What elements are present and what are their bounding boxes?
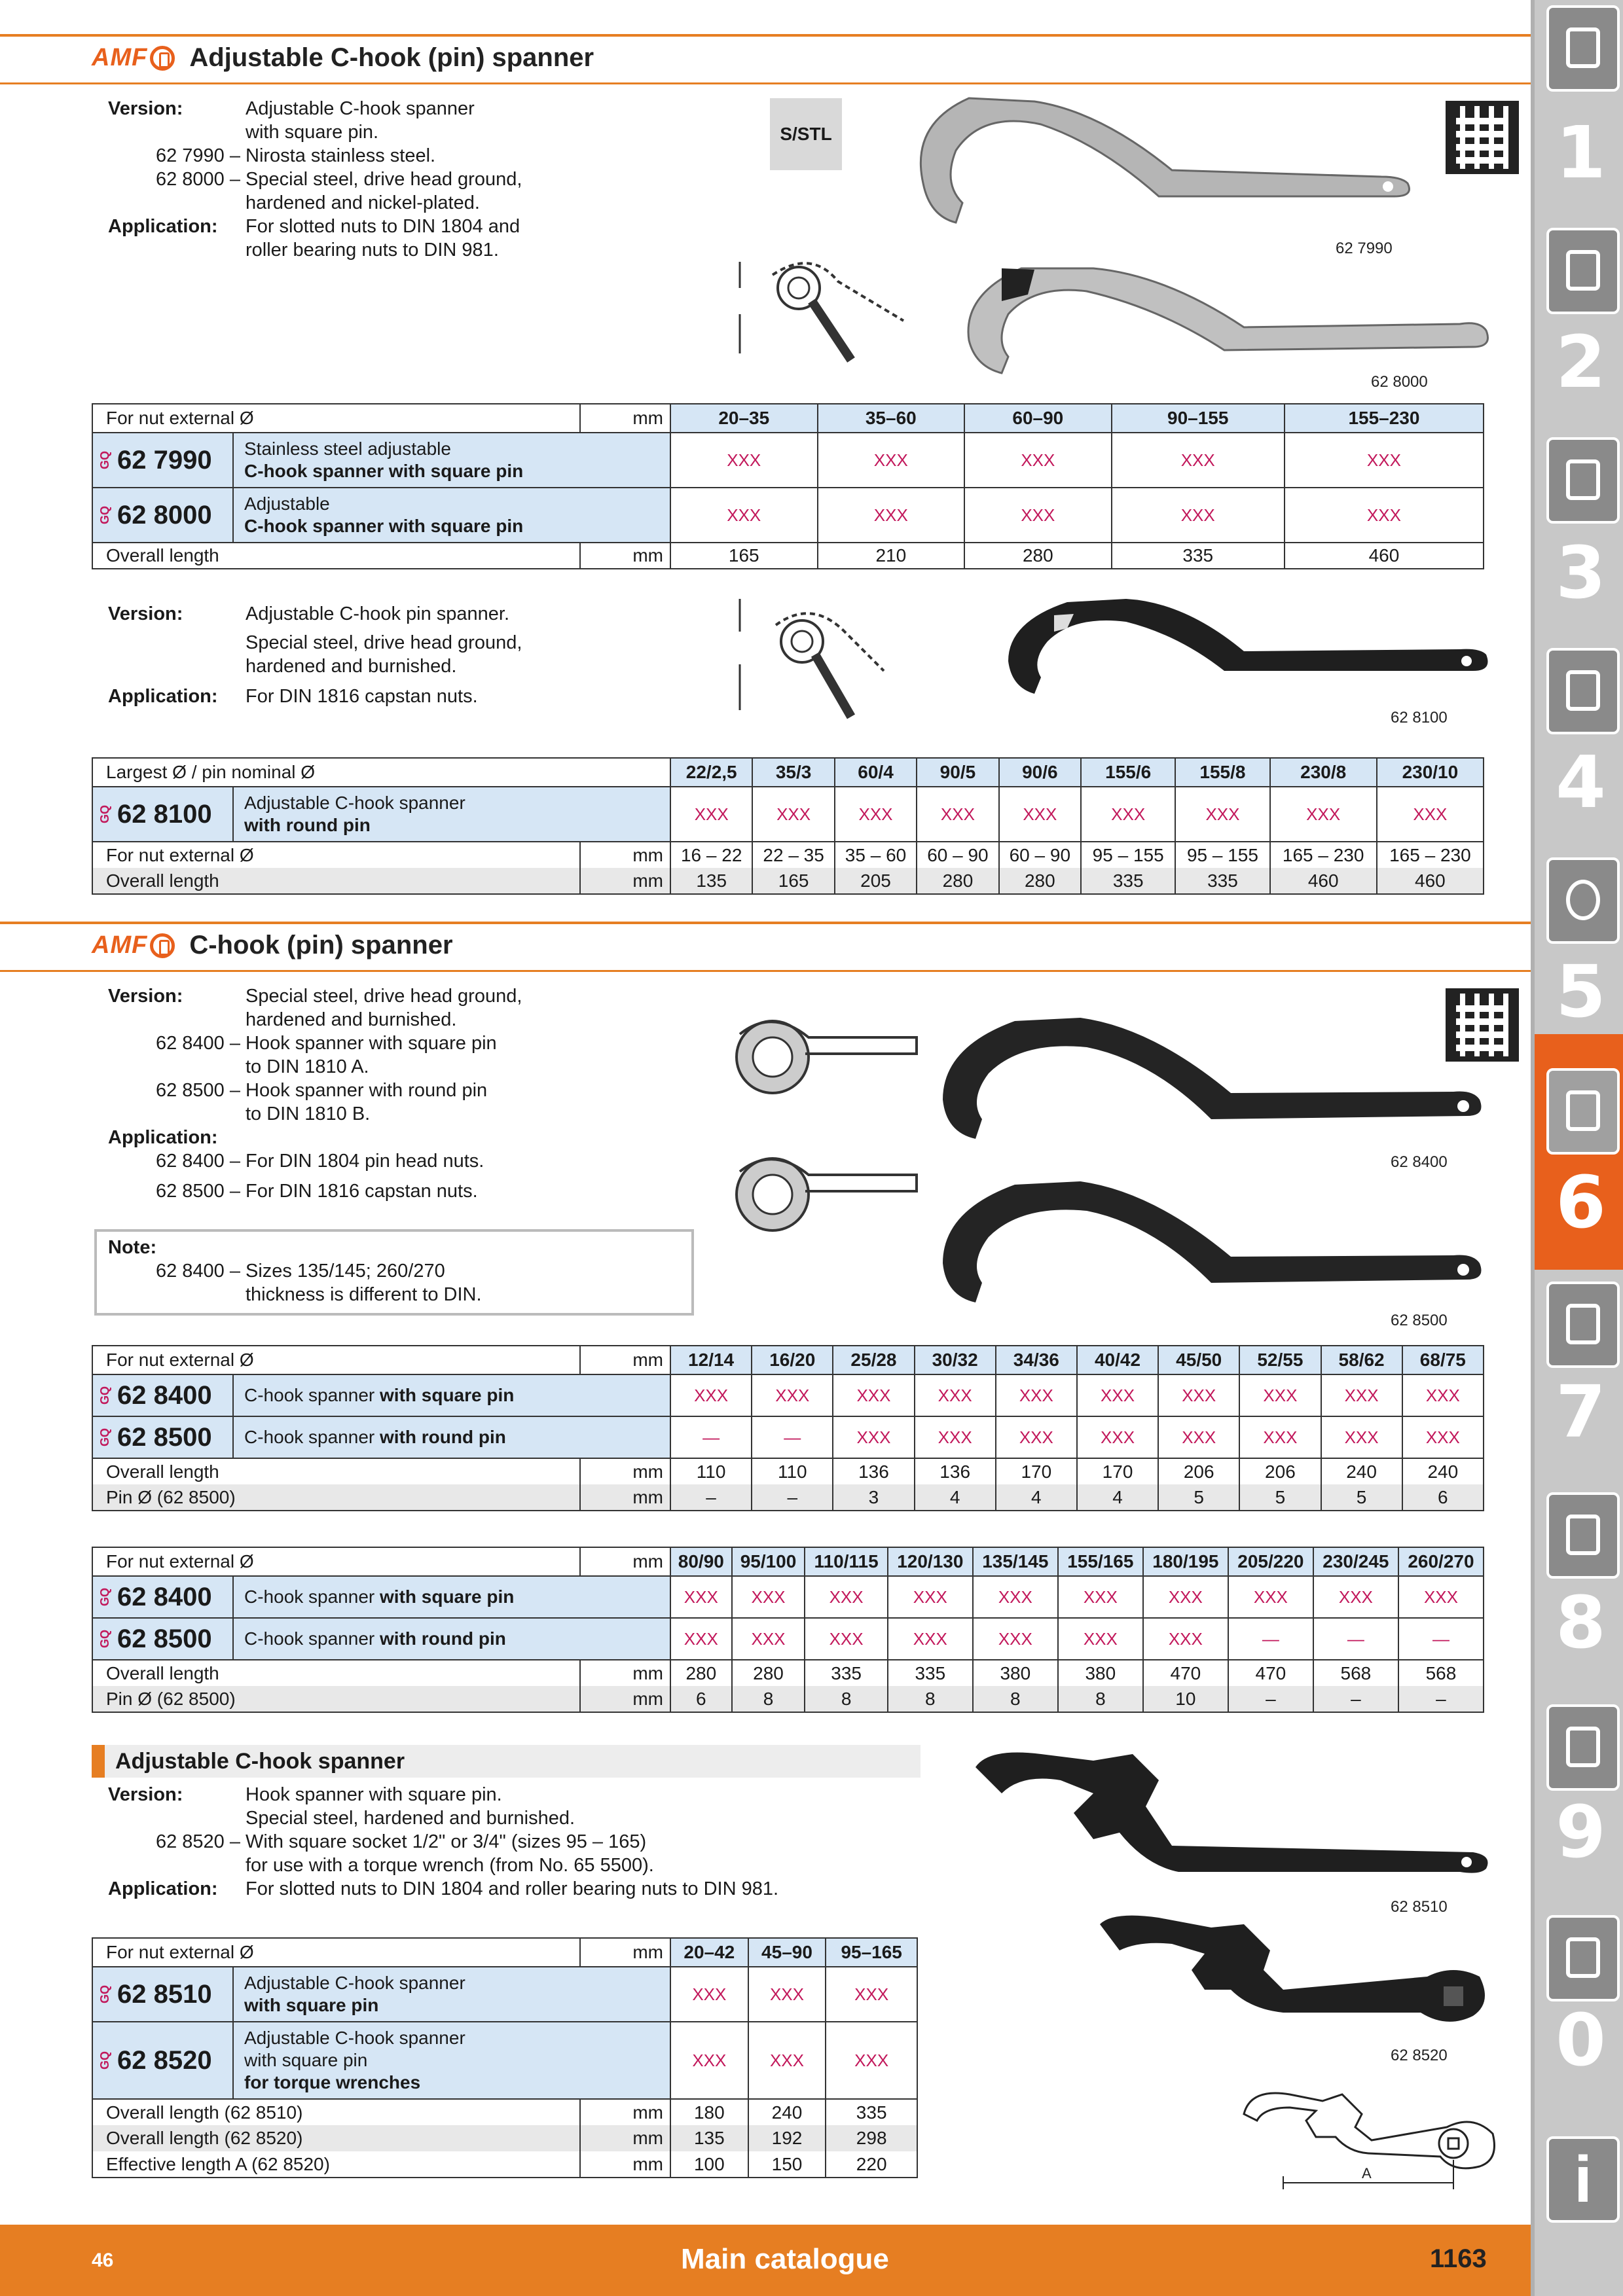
tab-8-icon[interactable]	[1546, 1492, 1620, 1579]
caption-628100: 62 8100	[1391, 709, 1448, 726]
chapter-9[interactable]: 9	[1556, 1790, 1606, 1874]
section1-heading: Adjustable C-hook (pin) spanner	[189, 43, 594, 72]
table-628510-628520: For nut external Ø mm 20–42 45–90 95–165 GQ 62 8510 Adjustable C-hook spanner with square pin XXX XXX XXX GQ 62 8520 Adjustable C-hook spanner with square pin for torque wrenches XXX XXX XXX Overall length (62 8510) mm 180 240 335 Overall length (62 8520) mm 135 192 298 Effective length A (62 8520) mm 100 150 220	[92, 1937, 918, 2178]
spanner-627990-image	[884, 85, 1421, 242]
note-text: Note: 62 8400 – Sizes 135/145; 260/270 thickness is different to DIN.	[108, 1237, 482, 1305]
tab-0-icon[interactable]	[1546, 1915, 1620, 2001]
capstan-nut-diagram	[727, 1145, 923, 1244]
table-row: Overall length (62 8510) mm 180 240 335	[92, 2099, 917, 2125]
table-row: Overall length mm 135 165 205 280 280 335 335 460 460	[92, 868, 1484, 894]
caption-627990: 62 7990	[1336, 240, 1393, 257]
product-code: 62 8510	[117, 1979, 212, 2009]
tab-2-icon[interactable]	[1546, 228, 1620, 314]
caption-628520: 62 8520	[1391, 2047, 1448, 2064]
table-row: Overall length mm 280 280 335 335 380 380 470 470 568 568	[92, 1660, 1484, 1686]
tab-9-icon[interactable]	[1546, 1704, 1620, 1791]
qr-code-1	[1446, 101, 1519, 174]
chapter-5[interactable]: 5	[1556, 950, 1606, 1033]
product-code: 62 8100	[117, 799, 212, 829]
spanner-628520-image	[1087, 1905, 1499, 2049]
section1-description: Version: Adjustable C-hook spanner with square pin. 62 7990 – Nirosta stainless steel. 62 8000 – Special steel, drive head ground, hardened and nickel-plated. Application: For slotted nuts to DIN 1804 and roller bearing nuts to DIN 981.	[108, 98, 522, 260]
table-row: GQ 62 8510 Adjustable C-hook spanner with square pin XXX XXX XXX	[92, 1967, 917, 2022]
table-row: Overall length mm 110 110 136 136 170 170 206 206 240 240	[92, 1458, 1484, 1484]
tab-7-icon[interactable]	[1546, 1282, 1620, 1368]
section3-description: Version: Hook spanner with square pin. Special steel, hardened and burnished. 62 8520 – With square socket 1/2" or 3/4" (sizes 95 – 165) for use with a torque wrench (from No. 65 5500). Application: For slotted nuts to DIN 1804 and roller bearing nuts to DIN 981.	[108, 1784, 779, 1899]
product-code: 62 8400	[117, 1582, 212, 1611]
table-row: GQ 62 8500 C-hook spanner with round pin — — XXX XXX XXX XXX XXX XXX XXX XXX	[92, 1416, 1484, 1458]
amf-logo: AMF	[92, 931, 175, 960]
table-row: Pin Ø (62 8500) mm 6 8 8 8 8 8 10 – – –	[92, 1686, 1484, 1712]
section2-description: Version: Special steel, drive head ground, hardened and burnished. 62 8400 – Hook spanner with square pin to DIN 1810 A. 62 8500 – Hook spanner with round pin to DIN 1810 B. Application: 62 8400 – For DIN 1804 pin head nuts. 62 8500 – For DIN 1816 capstan nuts.	[108, 986, 522, 1202]
table-627990-628000: For nut external Ø mm 20–35 35–60 60–90 90–155 155–230 GQ 62 7990 Stainless steel adjustable C-hook spanner with square pin XXX XXX XXX XXX XXX GQ 62 8000 Adjustable C-hook spanner with square pin XXX XXX XXX XXX XXX Overall length mm 165 210 280 335 460	[92, 403, 1484, 569]
table-row: GQ 62 8100 Adjustable C-hook spanner with round pin XXX XXX XXX XXX XXX XXX XXX XXX XXX	[92, 787, 1484, 842]
hook-spanner-diagram-1	[720, 249, 910, 367]
chapter-0[interactable]: 0	[1556, 1998, 1606, 2082]
chapter-4[interactable]: 4	[1556, 740, 1606, 824]
tab-1-icon[interactable]	[1546, 5, 1620, 92]
page-number-left: 46	[92, 2250, 114, 2271]
section3-heading: Adjustable C-hook spanner	[92, 1745, 921, 1778]
product-code: 62 8500	[117, 1624, 212, 1653]
tab-6-icon[interactable]	[1546, 1068, 1620, 1155]
table-row: GQ 62 8400 C-hook spanner with square pin XXX XXX XXX XXX XXX XXX XXX XXX XXX XXX	[92, 1374, 1484, 1416]
tab-4-icon[interactable]	[1546, 648, 1620, 734]
table-row: GQ 62 8520 Adjustable C-hook spanner with square pin for torque wrenches XXX XXX XXX	[92, 2022, 917, 2099]
table-628400-628500-a: For nut external Ø mm 12/14 16/20 25/28 30/32 34/36 40/42 45/50 52/55 58/62 68/75 GQ 62 8400 C-hook spanner with square pin XXX XXX XXX XXX XXX XXX XXX XXX XXX XXX GQ 62 8500 C-hook spanner with round pin — — XXX XXX XXX XXX XXX XXX XXX XXX Overall length mm 110 110 136 136 170 170 206 206 240 240 Pin Ø (62 8500) mm – – 3 4 4 4 5 5 5 6	[92, 1345, 1484, 1511]
table-row: GQ 62 8000 Adjustable C-hook spanner with square pin XXX XXX XXX XXX XXX	[92, 488, 1484, 543]
section1-block2-description: Version: Adjustable C-hook pin spanner. Special steel, drive head ground, hardened and burnished. Application: For DIN 1816 capstan nuts.	[108, 603, 522, 707]
product-code: 62 7990	[117, 445, 212, 475]
chapter-7[interactable]: 7	[1556, 1370, 1606, 1454]
pin-head-nut-diagram-1	[727, 1008, 923, 1106]
spanner-628500-image	[930, 1172, 1486, 1316]
tab-3-icon[interactable]	[1546, 437, 1620, 524]
product-code: 62 8000	[117, 500, 212, 529]
table-row: Pin Ø (62 8500) mm – – 3 4 4 4 5 5 5 6	[92, 1484, 1484, 1511]
qr-code-2	[1446, 988, 1519, 1062]
info-tab-icon[interactable]: i	[1546, 2136, 1620, 2223]
table-row: GQ 62 7990 Stainless steel adjustable C-hook spanner with square pin XXX XXX XXX XXX XXX	[92, 433, 1484, 488]
page-footer	[0, 2225, 1531, 2296]
chapter-8[interactable]: 8	[1556, 1581, 1606, 1664]
section2-title: AMF C-hook (pin) spanner	[92, 931, 453, 960]
section1-title	[92, 43, 594, 73]
spanner-628000-image	[949, 249, 1499, 386]
tab-5-icon[interactable]	[1546, 857, 1620, 944]
spanner-628400-image	[930, 1008, 1486, 1158]
table-row: GQ 62 8400 C-hook spanner with square pin XXX XXX XXX XXX XXX XXX XXX XXX XXX XXX	[92, 1576, 1484, 1618]
spanner-628100-image	[995, 589, 1493, 707]
caption-628400: 62 8400	[1391, 1153, 1448, 1171]
spanner-628510-image	[962, 1741, 1499, 1905]
product-code: 62 8500	[117, 1422, 212, 1452]
chapter-3[interactable]: 3	[1556, 531, 1606, 615]
chapter-sidebar	[1531, 0, 1623, 2296]
chapter-1[interactable]: 1	[1556, 111, 1606, 194]
caption-628510: 62 8510	[1391, 1898, 1448, 1916]
page-number-right: 1163	[1430, 2244, 1487, 2273]
effective-length-diagram	[1231, 2075, 1506, 2193]
caption-628000: 62 8000	[1371, 373, 1428, 391]
dimension-a-label: A	[1362, 2165, 1372, 2181]
table-row: GQ 62 8500 C-hook spanner with round pin XXX XXX XXX XXX XXX XXX XXX — — —	[92, 1618, 1484, 1660]
chapter-6[interactable]: 6	[1556, 1160, 1606, 1244]
caption-628500: 62 8500	[1391, 1312, 1448, 1329]
chapter-2[interactable]: 2	[1556, 320, 1606, 404]
table-row: Overall length mm 165 210 280 335 460	[92, 543, 1484, 569]
amf-logo: AMF	[92, 44, 175, 72]
table-row: Overall length (62 8520) mm 135 192 298	[92, 2125, 917, 2151]
table-row: Effective length A (62 8520) mm 100 150 220	[92, 2151, 917, 2178]
catalogue-title: Main catalogue	[681, 2243, 889, 2275]
hook-spanner-diagram-2	[720, 592, 910, 723]
product-code: 62 8520	[117, 2045, 212, 2075]
table-row: For nut external Ø mm 16 – 22 22 – 35 35 – 60 60 – 90 60 – 90 95 – 155 95 – 155 165 – 230 165 – 230	[92, 842, 1484, 868]
product-code: 62 8400	[117, 1380, 212, 1410]
sstl-badge: S/STL	[770, 98, 842, 170]
table-628100: Largest Ø / pin nominal Ø 22/2,5 35/3 60/4 90/5 90/6 155/6 155/8 230/8 230/10 GQ 62 8100 Adjustable C-hook spanner with round pin XXX XXX XXX XXX XXX XXX XXX XXX XXX For nut external Ø mm 16 – 22 22 – 35 35 – 60 60 – 90 60 – 90 95 – 155 95 – 155 165 – 230 165 – 230 Overall length mm 135 165 205 280 280 335 335 460 460	[92, 757, 1484, 895]
table-628400-628500-b: For nut external Ø mm 80/90 95/100 110/115 120/130 135/145 155/165 180/195 205/220 230/245 260/270 GQ 62 8400 C-hook spanner with square pin XXX XXX XXX XXX XXX XXX XXX XXX XXX XXX GQ 62 8500 C-hook spanner with round pin XXX XXX XXX XXX XXX XXX XXX — — — Overall length mm 280 280 335 335 380 380 470 470 568 568 Pin Ø (62 8500) mm 6 8 8 8 8 8 10 – – –	[92, 1547, 1484, 1713]
